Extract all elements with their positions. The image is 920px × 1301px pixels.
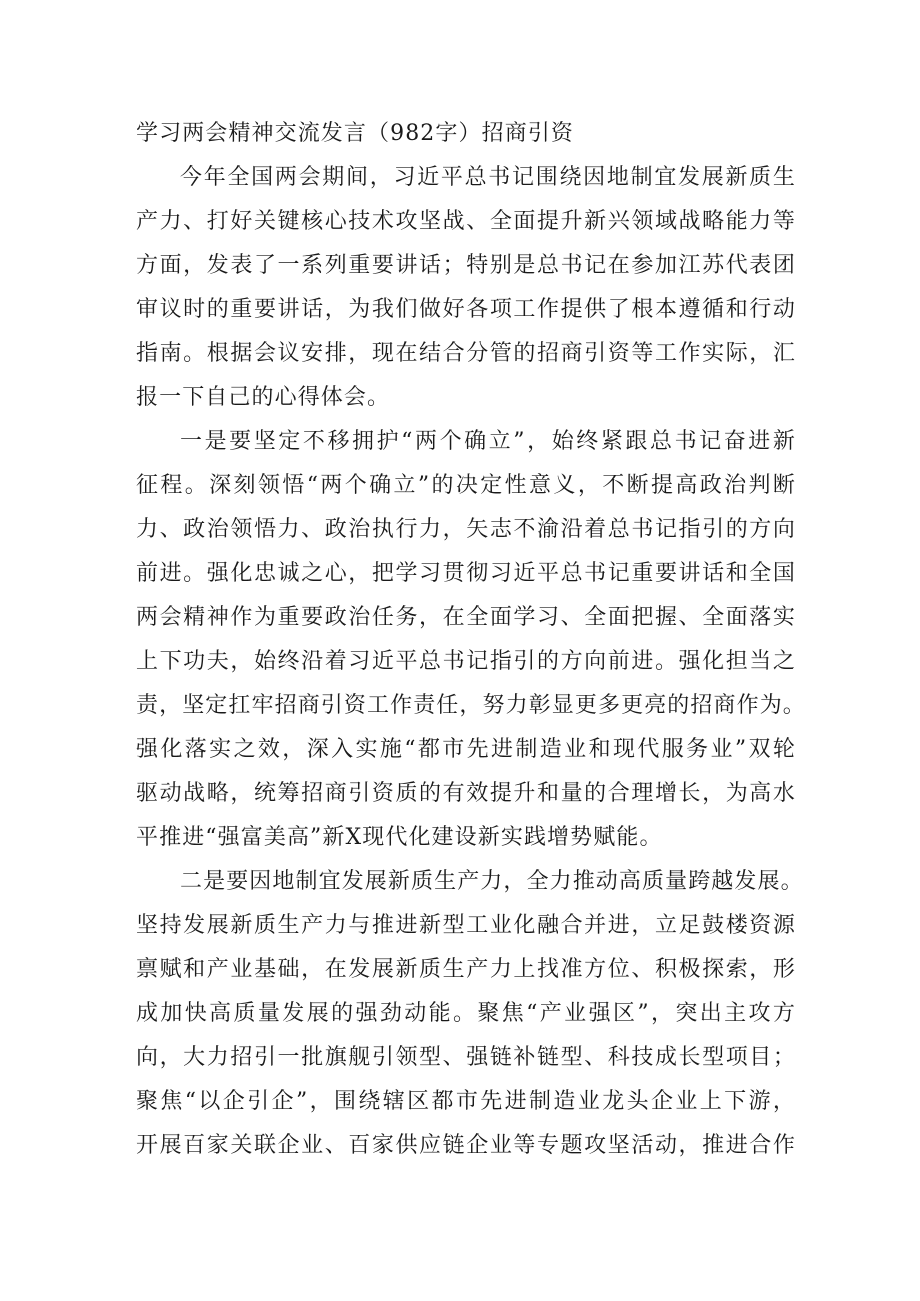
text-line: 二是要因地制宜发展新质生产力，全力推动高质量跨越发展。 (180, 869, 804, 894)
text-line: 驱动战略，统筹招商引资质的有效提升和量的合理增长，为高水 (136, 781, 796, 806)
text-line: 开展百家关联企业、百家供应链企业等专题攻坚活动，推进合作 (136, 1133, 796, 1158)
paragraph-point-two (136, 860, 804, 1168)
text-line: 强化落实之效，深入实施“都市先进制造业和现代服务业”双轮 (136, 737, 796, 762)
text-line: 审议时的重要讲话，为我们做好各项工作提供了根本遵循和行动 (136, 297, 796, 322)
text-line: 成加快高质量发展的强劲动能。聚焦“产业强区”，突出主攻方 (136, 1001, 796, 1026)
paragraph-point-one (136, 420, 806, 860)
text-line: 聚焦“以企引企”，围绕辖区都市先进制造业龙头企业上下游， (136, 1089, 796, 1114)
text-line: 指南。根据会议安排，现在结合分管的招商引资等工作实际，汇 (136, 341, 796, 366)
text-line: 两会精神作为重要政治任务，在全面学习、全面把握、全面落实 (136, 605, 796, 630)
text-line: 上下功夫，始终沿着习近平总书记指引的方向前进。强化担当之 (136, 649, 796, 674)
text-line: 前进。强化忠诚之心，把学习贯彻习近平总书记重要讲话和全国 (136, 561, 796, 586)
text-line: 方面，发表了一系列重要讲话；特别是总书记在参加江苏代表团 (136, 253, 796, 278)
text-line: 坚持发展新质生产力与推进新型工业化融合并进，立足鼓楼资源 (136, 913, 796, 938)
text-line: 产力、打好关键核心技术攻坚战、全面提升新兴领域战略能力等 (136, 209, 796, 234)
text-line: 向，大力招引一批旗舰引领型、强链补链型、科技成长型项目； (136, 1045, 796, 1070)
text-line: 责，坚定扛牢招商引资工作责任，努力彰显更多更亮的招商作为。 (136, 693, 806, 718)
text-line: 力、政治领悟力、政治执行力，矢志不渝沿着总书记指引的方向 (136, 517, 796, 542)
text-line: 一是要坚定不移拥护“两个确立”，始终紧跟总书记奋进新 (180, 429, 796, 454)
text-line: 征程。深刻领悟“两个确立”的决定性意义，不断提高政治判断 (136, 473, 796, 498)
paragraph-intro (136, 156, 796, 420)
document-title: 学习两会精神交流发言（982字）招商引资 (136, 121, 574, 146)
text-line: 平推进“强富美高”新X现代化建设新实践增势赋能。 (136, 825, 663, 850)
text-line: 禀赋和产业基础，在发展新质生产力上找准方位、积极探索，形 (136, 957, 796, 982)
text-line: 今年全国两会期间，习近平总书记围绕因地制宜发展新质生 (180, 165, 796, 190)
text-line: 报一下自己的心得体会。 (136, 385, 391, 410)
